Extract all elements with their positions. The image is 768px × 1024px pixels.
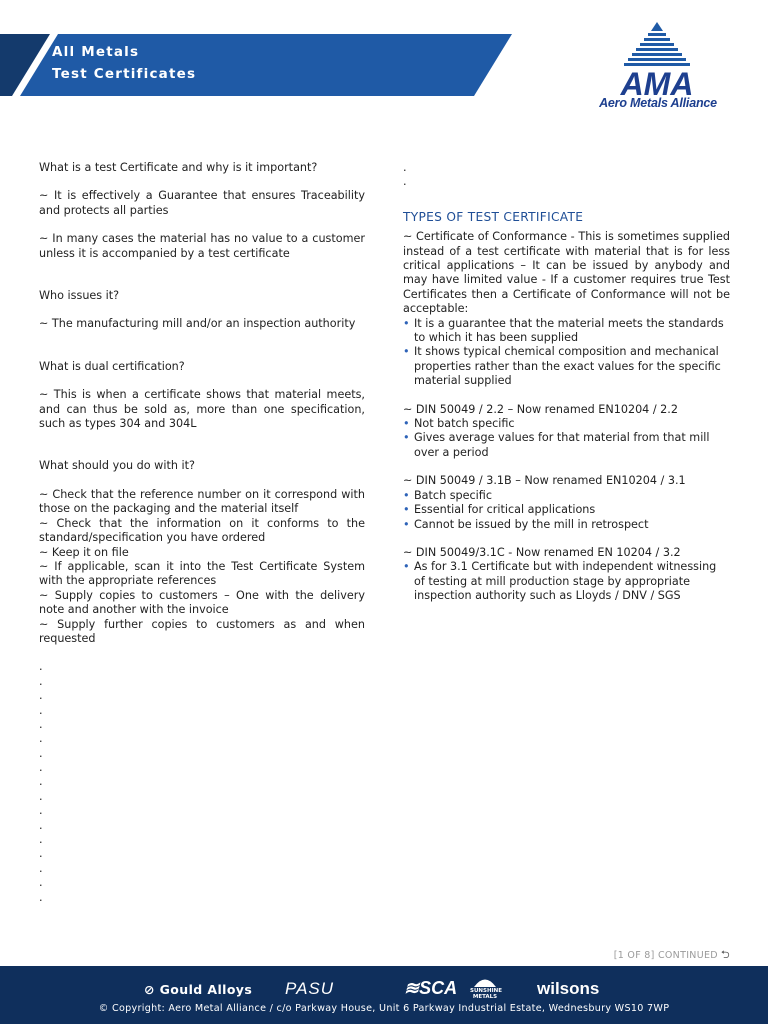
question-what-to-do: What should you do with it? (39, 459, 195, 473)
question-who-issues: Who issues it? (39, 289, 120, 303)
action-item: ~ Keep it on file (39, 545, 129, 559)
action-item: ~ Check that the information on it conforms to the standard/specification you have ordered (39, 516, 365, 545)
brand-logos (0, 974, 768, 1004)
din-31b-bullet-list (403, 489, 730, 532)
gould-alloys-logo: ⊘ Gould Alloys (144, 982, 253, 997)
action-item: ~ If applicable, scan it into the Test Certificate System with the appropriate references (39, 559, 365, 588)
sun-icon (470, 974, 500, 988)
page-title-line1: All Metals (52, 44, 140, 60)
coc-description: ~ Certificate of Conformance - This is sometimes supplied instead of a test certificate with material that is for less critical applications – It can be issued by anybody and may have limited value - If a customer requires true Test Certificates then a Certificate of Conformance will not be acceptable: (403, 230, 730, 316)
dot-filler: . (403, 175, 407, 189)
coc-bullet-list (403, 317, 730, 389)
list-item: • It is a guarantee that the material meets the standards to which it has been supplied (403, 317, 730, 346)
dot-filler: . (403, 161, 407, 174)
answer-who-issues: ~ The manufacturing mill and/or an inspection authority (39, 317, 356, 331)
right-column (403, 161, 730, 604)
answer-guarantee: ~ It is effectively a Guarantee that ensures Traceability and protects all parties (39, 189, 365, 217)
din-31c-heading: ~ DIN 50049/3.1C - Now renamed EN 10204 / 3.2 (403, 545, 681, 559)
sunshine-metals-logo: SUNSHINE METALS (470, 988, 500, 1000)
din-22-bullet-list (403, 417, 730, 460)
action-item: ~ Check that the reference number on it correspond with those on the packaging and the material itself (39, 487, 365, 516)
left-column (39, 161, 365, 905)
action-item: ~ Supply copies to customers – One with the delivery note and another with the invoice (39, 588, 365, 617)
dot-filler: . . . . . . . . . . . . . . . . . (39, 660, 43, 904)
list-item: • As for 3.1 Certificate but with independent witnessing of testing at mill production stage by appropriate inspection authority such as Lloyds / DNV / SGS (403, 560, 730, 603)
page-counter: [1 OF 8] CONTINUED (613, 950, 718, 961)
wilsons-logo: wilsons (537, 979, 600, 998)
list-item: • Gives average values for that material from that mill over a period (403, 431, 730, 460)
list-item: • Not batch specific (403, 417, 730, 431)
return-arrow-icon: ⮌ (720, 948, 730, 961)
pasu-logo: PASU (285, 979, 335, 998)
question-dual-cert: What is dual certification? (39, 359, 185, 373)
answer-dual-cert: ~ This is when a certificate shows that material meets, and can thus be sold as, more than one specification, such as types 304 and 304L (39, 388, 365, 431)
footer (0, 966, 768, 1024)
din-22-heading: ~ DIN 50049 / 2.2 – Now renamed EN10204 / 2.2 (403, 402, 678, 416)
section-heading-types: TYPES OF TEST CERTIFICATE (403, 209, 584, 224)
logo-tagline: Aero Metals Alliance (599, 96, 717, 110)
sca-logo: ≋SCA (404, 978, 458, 998)
copyright-text: © Copyright: Aero Metal Alliance / c/o Parkway House, Unit 6 Parkway Industrial Estate, Wednesbury WS10 7WP (98, 1003, 670, 1014)
list-item: • Essential for critical applications (403, 503, 730, 517)
action-item: ~ Supply further copies to customers as and when requested (39, 617, 365, 645)
svg-text:AMA: AMA (620, 66, 694, 102)
list-item: • It shows typical chemical composition and mechanical properties rather than the exact values for the specific material supplied (403, 345, 730, 388)
page-continued-link[interactable] (614, 946, 730, 965)
page-title-line2: Test Certificates (52, 66, 197, 82)
din-31b-heading: ~ DIN 50049 / 3.1B – Now renamed EN10204 / 3.1 (403, 474, 686, 488)
list-item: • Batch specific (403, 489, 730, 503)
question-what-is: What is a test Certificate and why is it important? (39, 161, 318, 174)
list-item: • Cannot be issued by the mill in retrospect (403, 518, 730, 532)
din-31c-bullet-list (403, 560, 730, 603)
answer-no-value: ~ In many cases the material has no value to a customer unless it is accompanied by a test certificate (39, 232, 365, 260)
